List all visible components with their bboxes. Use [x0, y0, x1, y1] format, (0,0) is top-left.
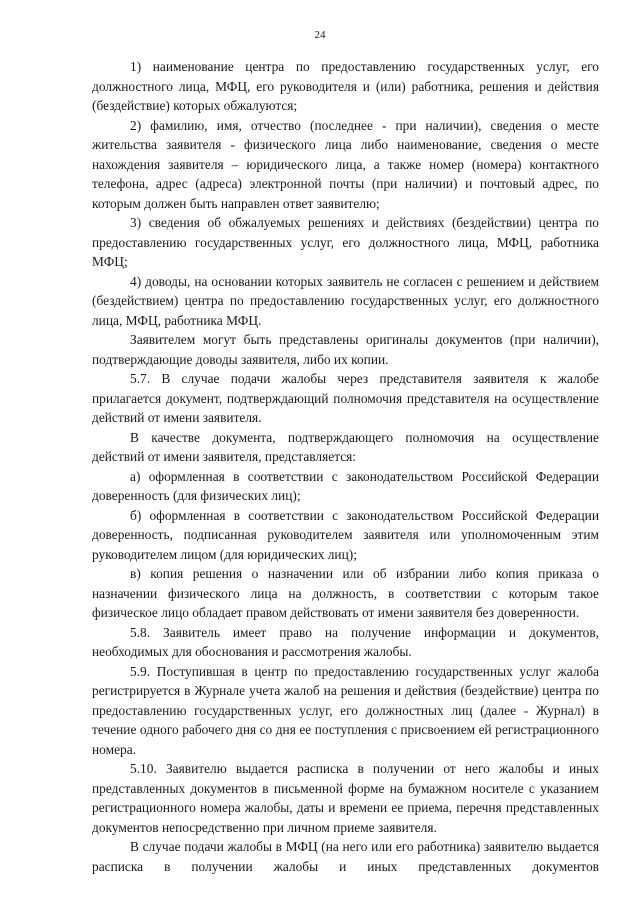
paragraph-item-b: б) оформленная в соответствии с законодательством Российской Федерации доверенность, подписанная руководителем заявителя или уполномоченным этим руководителем лицом (для юридических лиц); — [92, 507, 599, 562]
paragraph-5-8: 5.8. Заявитель имеет право на получение информации и документов, необходимых для обоснования и рассмотрения жалобы. — [92, 624, 599, 659]
page-number: 24 — [314, 29, 326, 41]
paragraph-mfc-receipt: В случае подачи жалобы в МФЦ (на него или его работника) заявителю выдается расписка в получении жалобы и иных представленных документов — [92, 839, 599, 874]
paragraph-item-v: в) копия решения о назначении или об избрании либо копия приказа о назначении физического лица на должность, в соответствии с которым такое физическое лицо обладает правом действовать от имени заявителя без доверенности. — [92, 566, 599, 620]
paragraph-item-3: 3) сведения об обжалуемых решениях и действиях (бездействии) центра по предоставлению государственных услуг, его должностного лица, МФЦ, работника МФЦ; — [92, 215, 599, 269]
paragraph-item-4: 4) доводы, на основании которых заявитель не согласен с решением и действием (бездействием) центра по предоставлению государственных услуг, его должностного лица, МФЦ, работника МФЦ. — [92, 273, 599, 328]
paragraph-item-a: а) оформленная в соответствии с законодательством Российской Федерации доверенность (для физических лиц); — [92, 468, 599, 503]
paragraph-5-10: 5.10. Заявителю выдается расписка в получении от него жалобы и иных представленных документов в письменной форме на бумажном носителе с указанием регистрационного номера жалобы, даты и времени ее приема, перечня представленных документов непосредственно при личном приеме заявителя. — [92, 761, 599, 835]
document-text — [92, 57, 599, 876]
paragraph-5-7: 5.7. В случае подачи жалобы через представителя заявителя к жалобе прилагается документ, подтверждающий полномочия представителя на осуществление действий от имени заявителя. — [92, 371, 599, 425]
paragraph-authority-document: В качестве документа, подтверждающего полномочия на осуществление действий от имени заявителя, представляется: — [92, 429, 599, 464]
paragraph-originals: Заявителем могут быть представлены оригиналы документов (при наличии), подтверждающие доводы заявителя, либо их копии. — [92, 332, 599, 367]
paragraph-5-9: 5.9. Поступившая в центр по предоставлению государственных услуг жалоба регистрируется в Журнале учета жалоб на решения и действия (бездействие) центра по предоставлению государственных услуг, его должностных лиц (далее - Журнал) в течение одного рабочего дня со дня ее поступления с присвоением ей регистрационного номера. — [92, 663, 599, 757]
paragraph-item-1: 1) наименование центра по предоставлению государственных услуг, его должностного лица, МФЦ, его руководителя и (или) работника, решения и действия (бездействие) которых обжалуются; — [92, 59, 599, 113]
paragraph-item-2: 2) фамилию, имя, отчество (последнее - при наличии), сведения о месте жительства заявителя - физического лица либо наименование, сведения о месте нахождения заявителя – юридического лица, а также номер (номера) контактного телефона, адрес (адреса) электронной почты (при наличии) и почтовый адрес, по которым должен быть направлен ответ заявителю; — [92, 117, 599, 211]
